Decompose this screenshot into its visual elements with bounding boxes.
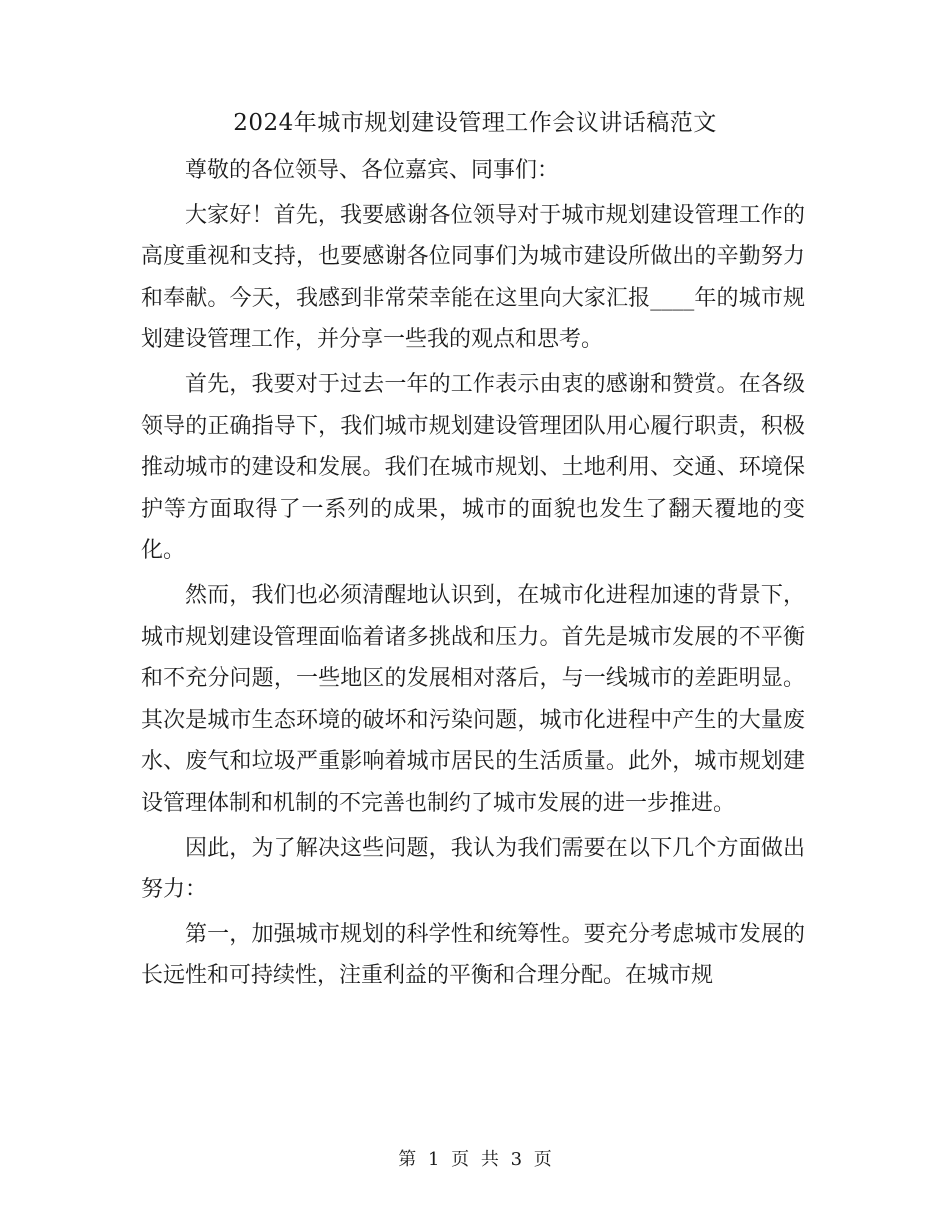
paragraph-first-point: 第一，加强城市规划的科学性和统筹性。要充分考虑城市发展的长远性和可持续性，注重利益的平衡和合理分配。在城市规 — [141, 921, 805, 989]
document-title: 2024年城市规划建设管理工作会议讲话稿范文 — [233, 110, 717, 136]
paragraph-challenges: 然而，我们也必须清醒地认识到，在城市化进程加速的背景下，城市规划建设管理面临着诸多挑战和压力。首先是城市发展的不平衡和不充分问题，一些地区的发展相对落后，与一线城市的差距明显。其次是城市生态环境的破坏和污染问题，城市化进程中产生的大量废水、废气和垃圾严重影响着城市居民的生活质量。此外，城市规划建设管理体制和机制的不完善也制约了城市发展的进一步推进。 — [141, 582, 805, 816]
paragraph-review: 首先，我要对于过去一年的工作表示由衷的感谢和赞赏。在各级领导的正确指导下，我们城市规划建设管理团队用心履行职责，积极推动城市的建设和发展。我们在城市规划、土地利用、交通、环境保护等方面取得了一系列的成果，城市的面貌也发生了翻天覆地的变化。 — [141, 371, 805, 564]
document-body — [141, 150, 805, 1000]
paragraph-salutation: 尊敬的各位领导、各位嘉宾、同事们： — [185, 158, 560, 183]
paragraph-greeting: 大家好！首先，我要感谢各位领导对于城市规划建设管理工作的高度重视和支持，也要感谢各位同事们为城市建设所做出的辛勤努力和奉献。今天，我感到非常荣幸能在这里向大家汇报____年的城市规划建设管理工作，并分享一些我的观点和思考。 — [141, 202, 805, 353]
paragraph-transition: 因此，为了解决这些问题，我认为我们需要在以下几个方面做出努力： — [141, 835, 805, 903]
page-number-footer: 第 1 页 共 3 页 — [398, 1149, 552, 1170]
